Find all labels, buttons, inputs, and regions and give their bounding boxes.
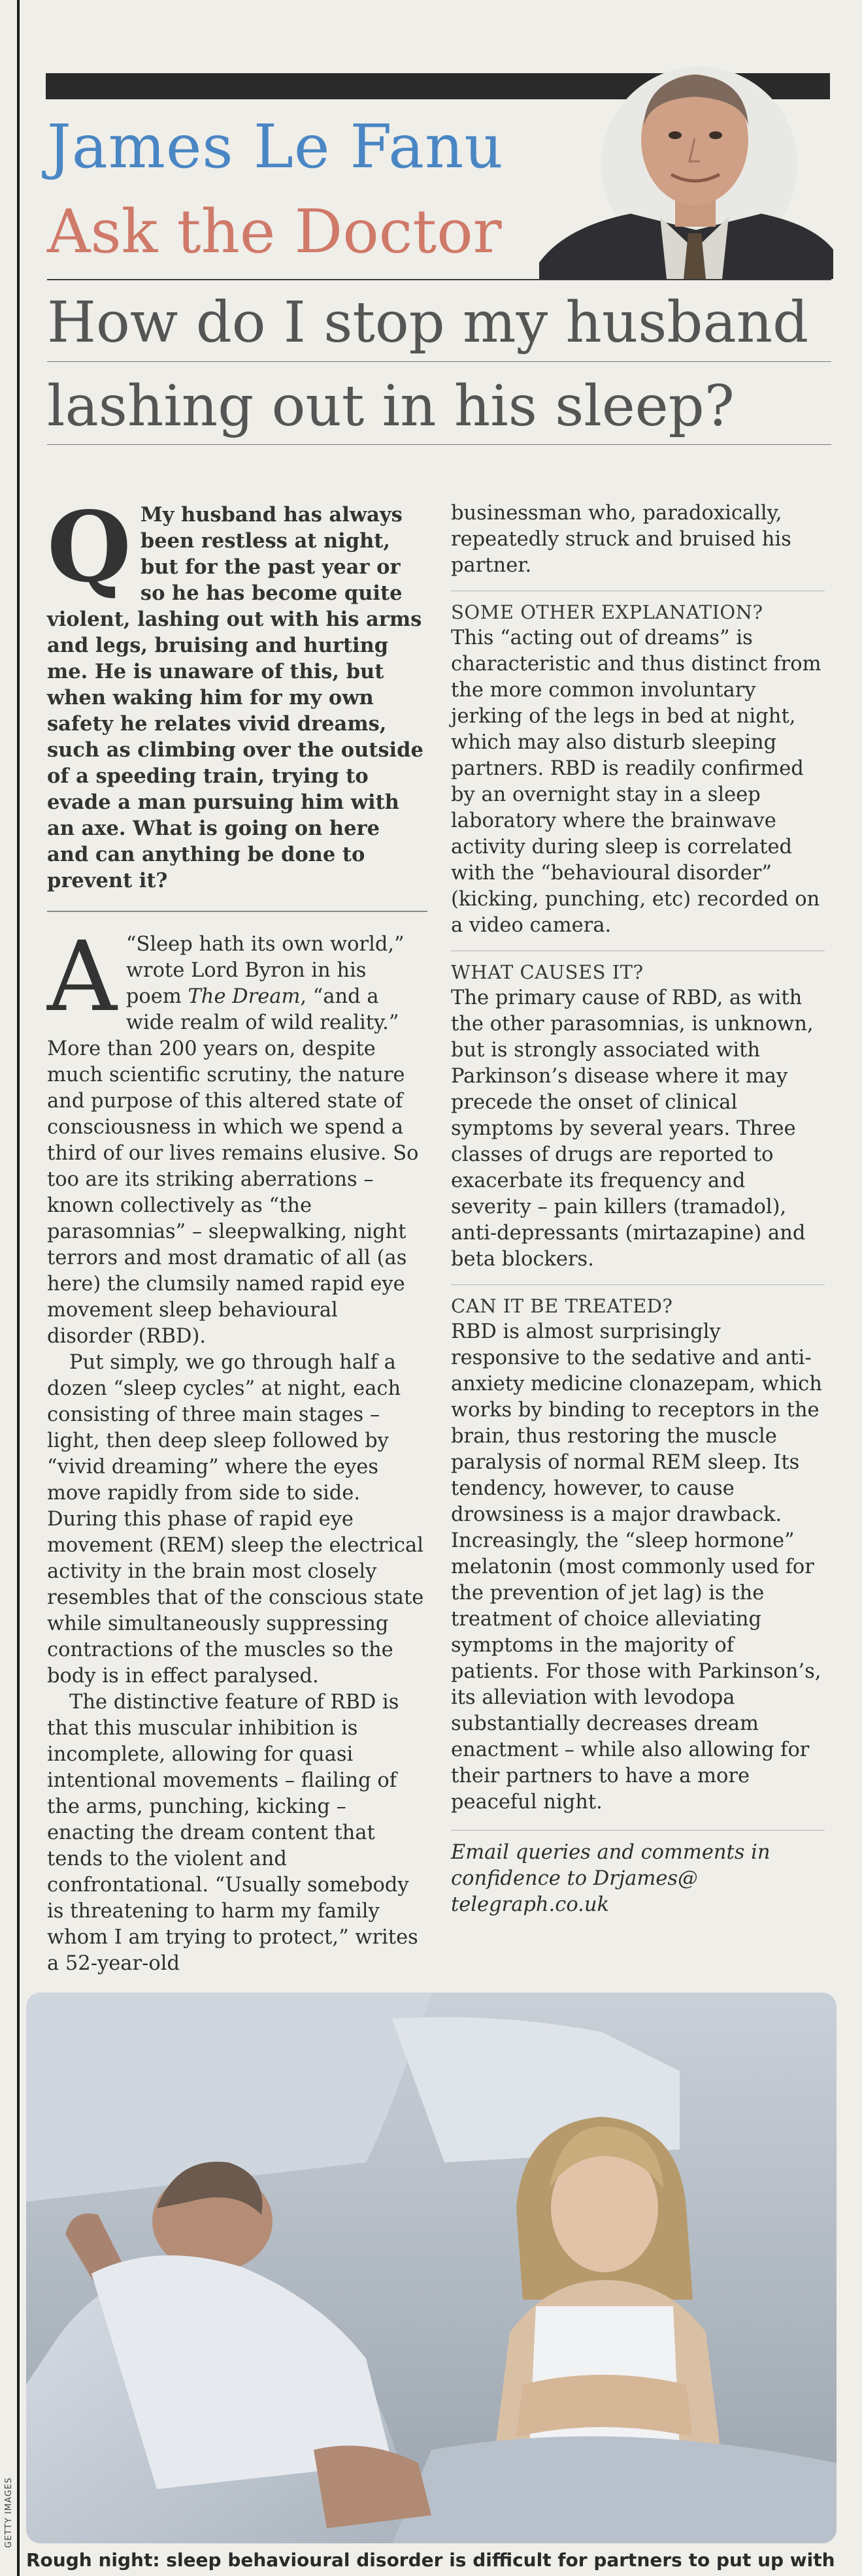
columnist-name: James Le Fanu [47, 112, 504, 182]
left-column [47, 490, 427, 1977]
column-title: Ask the Doctor [47, 197, 502, 267]
bedroom-photo [26, 1993, 837, 2543]
poem-title: The Dream [188, 985, 301, 1008]
section-body-explanation: This “acting out of dreams” is characteristic and thus distinct from the more common involuntary jerking of the legs in bed at night, which may also disturb sleeping partners. RBD is readily confirmed by an overnight stay in a sleep laboratory where the brainwave activity during sleep is correlated with the “behavioural disorder” (kicking, punching, etc) recorded on a video camera. [451, 627, 821, 937]
headline-top-rule [47, 279, 831, 280]
headline-bottom-rule [47, 444, 831, 445]
answer-dropcap: A [47, 921, 117, 1033]
section-body-treatment: RBD is almost surprisingly responsive to the sedative and anti-anxiety medicine clonazepam, which works by binding to receptors in the brain, thus restoring the muscle paralysis of normal REM sleep. Its tendency, however, to cause drowsiness is a major drawback. Increasingly, the “sleep hormone” melatonin (most commonly used for the prevention of jet lag) is the treatment of choice alleviating symptoms in the majority of patients. For those with Parkinson’s, its alleviation with levodopa substantially decreases dream enactment – while also allowing for their partners to have a more peaceful night. [451, 1320, 822, 1814]
answer-paragraph-2: Put simply, we go through half a dozen “sleep cycles” at night, each consisting of three main stages – light, then deep sleep followed by “vivid dreaming” where the eyes move rapidly from side to side. During this phase of rapid eye movement (REM) sleep the electrical activity in the brain most closely resembles that of the conscious state while simultaneously suppressing contractions of the muscles so the body is in effect paralysed. [47, 1351, 424, 1687]
answer-paragraph-3-continued: businessman who, paradoxically, repeatedly struck and bruised his partner. [451, 502, 791, 577]
columnist-portrait [526, 54, 833, 279]
headline-line-1: How do I stop my husband [47, 290, 809, 355]
question-dropcap: Q [47, 490, 131, 604]
answer-paragraph-3: The distinctive feature of RBD is that this muscular inhibition is incomplete, allowing for quasi intentional movements – flailing of the arms, punching, kicking – enacting the dream content that tends to the violent and confrontational. “Usually somebody is threatening to harm my family whom I am trying to protect,” writes a 52-year-old [47, 1691, 418, 1975]
headline-mid-rule [47, 361, 831, 362]
right-column [451, 500, 825, 1918]
section-divider-3 [451, 1284, 825, 1285]
photo-caption: Rough night: sleep behavioural disorder is difficult for partners to put up with [26, 2549, 835, 2571]
photo-credit: GETTY IMAGES [4, 2477, 14, 2548]
answer-paragraph-1: A “Sleep hath its own world,” wrote Lord Byron in his poem The Dream, “and a wide realm of wild reality.” More than 200 years on, despite much scientific scrutiny, the nature and purpose of this altered state of consciousness in which we spend a third of our lives remains elusive. So too are its striking aberrations – known collectively as “the parasomnias” – sleepwalking, night terrors and most dramatic of all (as here) the clumsily named rapid eye movement sleep behavioural disorder (RBD). [47, 921, 419, 1348]
section-heading-causes: WHAT CAUSES IT? [451, 961, 644, 983]
headline [47, 281, 831, 448]
headline-line-2: lashing out in his sleep? [47, 374, 735, 439]
left-column-rule [17, 0, 20, 2576]
contact-divider [451, 1830, 825, 1831]
question-divider [47, 911, 427, 912]
question [47, 490, 427, 894]
section-heading-explanation: SOME OTHER EXPLANATION? [451, 601, 763, 623]
contact-note: Email queries and comments in confidence to Drjames@ telegraph.co.uk [451, 1841, 771, 1916]
question-text: My husband has always been restless at night, but for the past year or so he has become quite violent, lashing out with his arms and legs, bruising and hurting me. He is unaware of this, but when waking him for my own safety he relates vivid dreams, such as climbing over the outside of a speeding train, trying to evade a man pursuing him with an axe. What is going on here and can anything be done to prevent it? [47, 503, 423, 892]
section-body-causes: The primary cause of RBD, as with the other parasomnias, is unknown, but is strongly associated with Parkinson’s disease where it may precede the onset of clinical symptoms by several years. Three classes of drugs are reported to exacerbate its frequency and severity – pain killers (tramadol), anti-depressants (mirtazapine) and beta blockers. [451, 986, 814, 1271]
section-heading-treatment: CAN IT BE TREATED? [451, 1295, 673, 1317]
